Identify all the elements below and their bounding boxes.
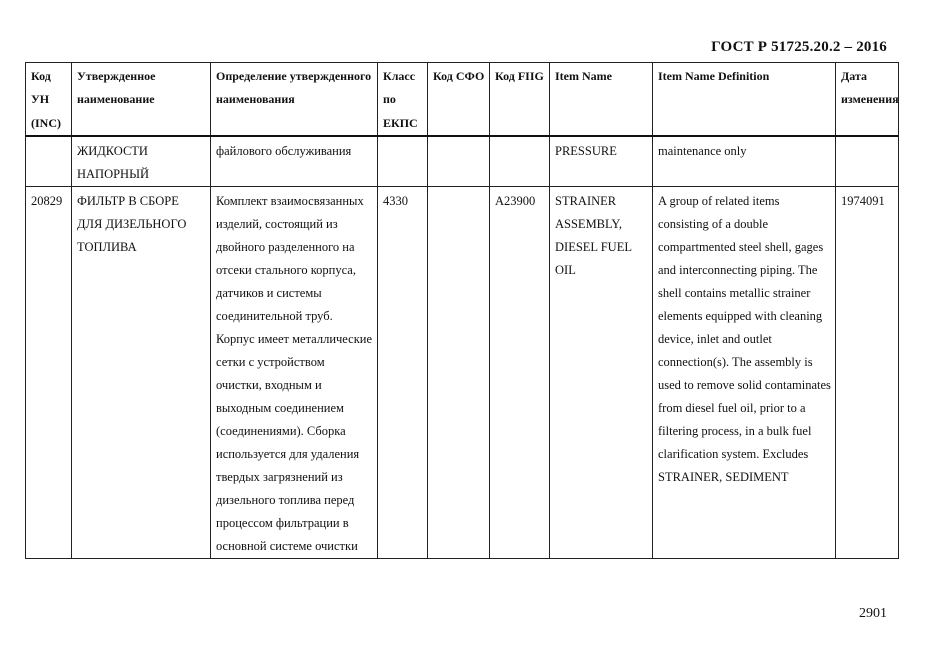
cell-date: 1974091 [836, 186, 899, 558]
col-header-name: Утвержденное наименование [72, 63, 211, 136]
cell-class [378, 136, 428, 187]
col-header-definition: Определение утвержденного наименования [211, 63, 378, 136]
cell-inc: 20829 [26, 186, 72, 558]
page-number: 2901 [859, 606, 887, 621]
cell-class: 4330 [378, 186, 428, 558]
cell-sfo [428, 136, 490, 187]
col-header-item-definition: Item Name Definition [653, 63, 836, 136]
cell-fiig: A23900 [490, 186, 550, 558]
cell-item-name: STRAINER ASSEMBLY, DIESEL FUEL OIL [550, 186, 653, 558]
table-row [26, 136, 899, 187]
cell-item-name: PRESSURE [550, 136, 653, 187]
document-title: ГОСТ Р 51725.20.2 – 2016 [711, 39, 887, 55]
cell-item-definition: maintenance only [653, 136, 836, 187]
cell-fiig [490, 136, 550, 187]
col-header-class: Класс по ЕКПС [378, 63, 428, 136]
cell-name: ФИЛЬТР В СБОРЕ ДЛЯ ДИЗЕЛЬНОГО ТОПЛИВА [72, 186, 211, 558]
catalog-table [25, 62, 899, 559]
cell-sfo [428, 186, 490, 558]
col-header-fiig: Код FIIG [490, 63, 550, 136]
col-header-inc: Код УН (INC) [26, 63, 72, 136]
cell-inc [26, 136, 72, 187]
cell-name: ЖИДКОСТИ НАПОРНЫЙ [72, 136, 211, 187]
cell-definition: Комплект взаимосвязанных изделий, состоящий из двойного разделенного на отсеки стального корпуса, датчиков и системы соединительной труб. Корпус имеет металлические сетки с устройством очистки, входным и выходным соединением (соединениями). Сборка используется для удаления твердых загрязнений из дизельного топлива перед процессом фильтрации в основной системе очистки [211, 186, 378, 558]
table-header-row [26, 63, 899, 136]
col-header-sfo: Код СФО [428, 63, 490, 136]
cell-item-definition: A group of related items consisting of a double compartmented steel shell, gages and interconnecting piping. The shell contains metallic strainer elements equipped with cleaning device, inlet and outlet connection(s). The assembly is used to remove solid contaminates from diesel fuel oil, prior to a filtering process, in a bulk fuel clarification system. Excludes STRAINER, SEDIMENT [653, 186, 836, 558]
cell-date [836, 136, 899, 187]
col-header-date: Дата изменения [836, 63, 899, 136]
table-row [26, 186, 899, 558]
cell-definition: файлового обслуживания [211, 136, 378, 187]
col-header-item-name: Item Name [550, 63, 653, 136]
